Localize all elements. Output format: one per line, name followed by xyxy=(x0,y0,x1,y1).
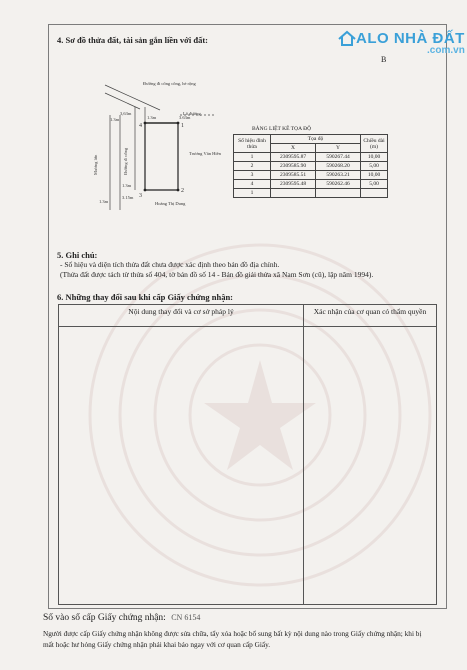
register-line xyxy=(43,613,200,623)
corner-letter: B xyxy=(381,55,387,64)
map-bottom-a: 1.3m xyxy=(122,183,132,188)
coord-cell: 10,00 xyxy=(361,153,388,162)
coord-header-coord: Tọa độ xyxy=(271,135,361,144)
map-road-right: Lô đường xyxy=(183,111,201,116)
coord-cell: 5,00 xyxy=(361,180,388,189)
coord-table-title: BẢNG LIỆT KÊ TỌA ĐỘ xyxy=(252,126,312,132)
changes-body-content xyxy=(59,327,304,605)
section5-title: 5. Ghi chú: xyxy=(57,250,98,260)
parcel-map xyxy=(85,75,225,215)
map-road-left: Mương lớn xyxy=(93,154,98,175)
coord-cell: 2309585.90 xyxy=(271,162,316,171)
coord-cell: 3 xyxy=(234,171,271,180)
logo-domain: .com.vn xyxy=(427,45,465,56)
coord-header-point: Số hiệu đỉnh thửa xyxy=(234,135,271,153)
note-line-1: - Số hiệu và diện tích thửa đất chưa được xác định theo bản đồ địa chính. xyxy=(60,260,280,269)
section4-title: 4. Sơ đồ thửa đất, tài sản gắn liền với đất: xyxy=(57,35,209,45)
table-row xyxy=(234,180,388,189)
coord-cell: 590267.44 xyxy=(316,153,361,162)
register-number: CN 6154 xyxy=(171,613,201,622)
map-left-b: 1.3m xyxy=(99,199,109,204)
coord-table xyxy=(233,134,388,198)
table-row xyxy=(234,171,388,180)
changes-body-confirm xyxy=(304,327,437,605)
coord-cell: 1 xyxy=(234,189,271,198)
map-bottom-b: 3.15m xyxy=(122,195,134,200)
map-road-top: Đường đi cống công, hẻ rộng xyxy=(143,81,196,86)
house-logo-icon xyxy=(338,30,356,46)
coord-cell: 2309585.51 xyxy=(271,171,316,180)
map-right-a: 3.63m xyxy=(179,115,191,120)
map-point-2: 2 xyxy=(181,188,184,194)
coord-cell: 590262.46 xyxy=(316,180,361,189)
table-row xyxy=(234,189,388,198)
coord-cell: 2309595.48 xyxy=(271,180,316,189)
map-neighbor: Trương Văn Hiền xyxy=(189,151,221,156)
logo-name: ALO NHÀ ĐẤT xyxy=(356,30,465,47)
section6-title: 6. Những thay đổi sau khi cấp Giấy chứng nhận: xyxy=(57,292,234,302)
coord-cell: 2 xyxy=(234,162,271,171)
map-point-3: 3 xyxy=(139,193,142,199)
changes-header-content: Nội dung thay đổi và cơ sở pháp lý xyxy=(59,305,304,327)
map-left-a: 1.3m xyxy=(110,117,120,122)
coord-cell: 590263.21 xyxy=(316,171,361,180)
coord-header-length: Chiều dài (m) xyxy=(361,135,388,153)
coord-cell: 590268.20 xyxy=(316,162,361,171)
note-line-2: (Thửa đất được tách từ thửa số 404, tờ bản đồ số 14 - Bản đồ giải thửa xã Nam Sơn (cũ), lập năm 1994). xyxy=(60,270,374,279)
map-point-4: 4 xyxy=(139,123,142,129)
coord-cell xyxy=(361,189,388,198)
coord-header-y: Y xyxy=(316,144,361,153)
coord-cell: 2309595.87 xyxy=(271,153,316,162)
coord-header-x: X xyxy=(271,144,316,153)
coord-cell xyxy=(316,189,361,198)
table-row xyxy=(234,153,388,162)
map-bottom-owner: Hoàng Thị Dung xyxy=(155,201,186,206)
map-left-dims: 3,63m xyxy=(120,111,132,116)
map-right-b: 1.3m xyxy=(147,115,157,120)
footer-note: Người được cấp Giấy chứng nhận không được sửa chữa, tẩy xóa hoặc bổ sung bất kỳ nội dung nào trong Giấy chứng nhận; khi bị mất hoặc hư hỏng Giấy chứng nhận phải khai báo ngay với cơ quan cấp Giấy. xyxy=(43,629,422,649)
coord-cell xyxy=(271,189,316,198)
coord-cell: 5,00 xyxy=(361,162,388,171)
coord-cell: 4 xyxy=(234,180,271,189)
table-row xyxy=(234,162,388,171)
coord-cell: 1 xyxy=(234,153,271,162)
coord-cell: 10,00 xyxy=(361,171,388,180)
site-logo xyxy=(356,30,465,56)
register-label: Số vào sổ cấp Giấy chứng nhận: xyxy=(43,613,166,623)
map-point-1: 1 xyxy=(181,123,184,129)
changes-header-confirm: Xác nhận của cơ quan có thẩm quyền xyxy=(304,305,437,327)
map-road-center: Đường đi công xyxy=(123,147,128,175)
changes-table xyxy=(58,304,437,605)
